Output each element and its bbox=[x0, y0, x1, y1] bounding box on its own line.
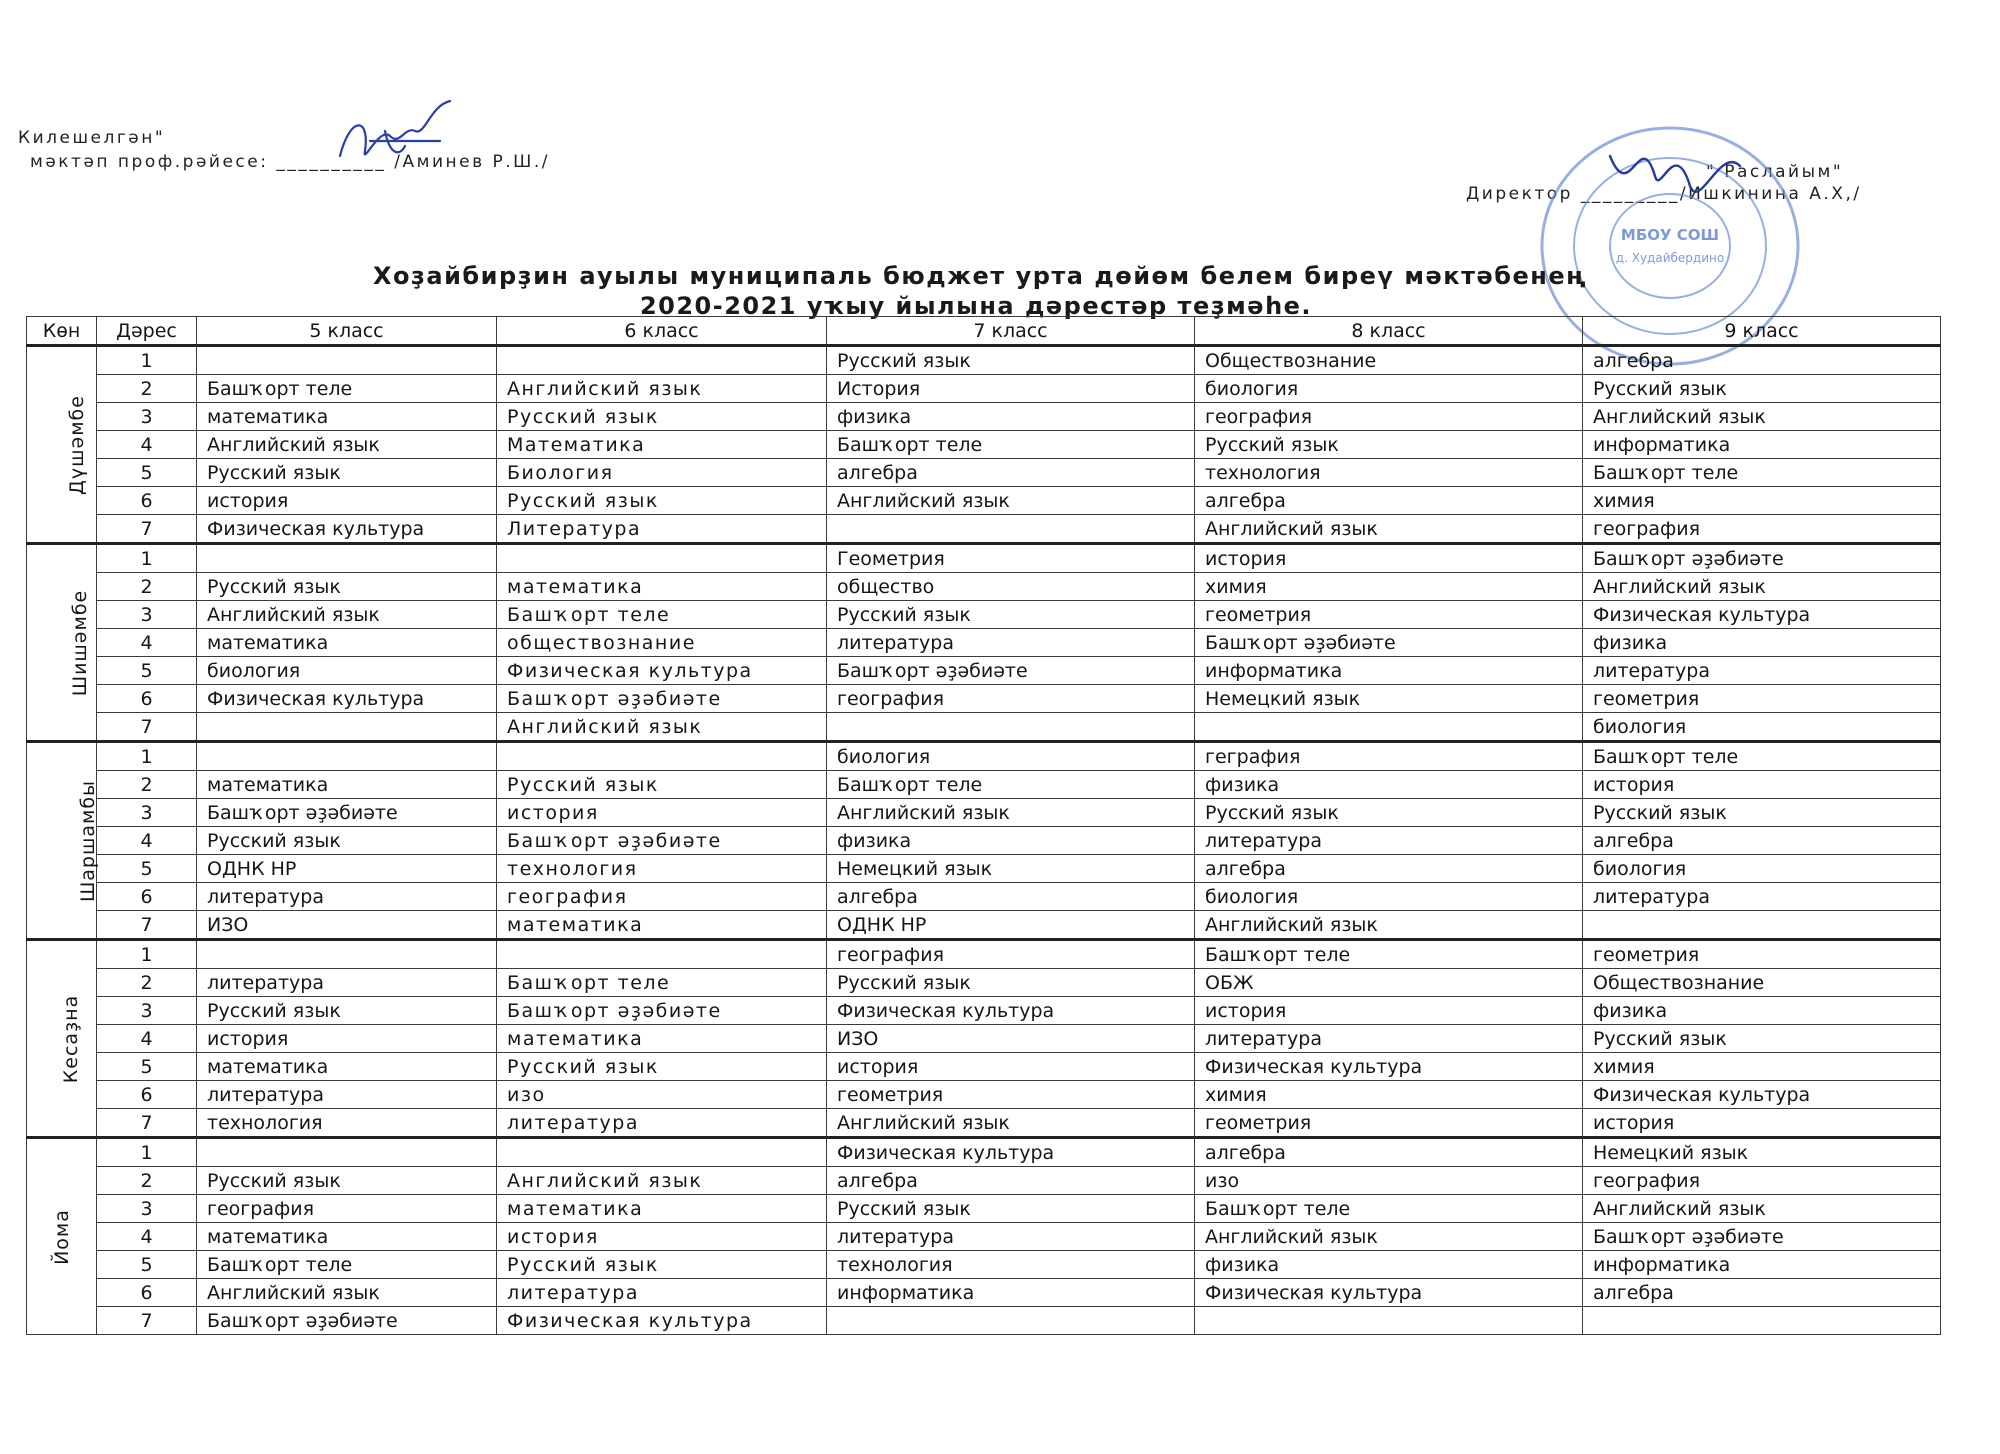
subject-cell-class-6: математика bbox=[497, 573, 827, 601]
table-row bbox=[27, 1109, 1941, 1138]
subject-cell-class-5 bbox=[197, 742, 497, 771]
subject-cell-class-8: Английский язык bbox=[1195, 515, 1583, 544]
lesson-number: 6 bbox=[97, 883, 197, 911]
subject-cell-class-8: Английский язык bbox=[1195, 1223, 1583, 1251]
subject-cell-class-5: Русский язык bbox=[197, 459, 497, 487]
stamp-village-text: д. Худайбердино bbox=[1615, 251, 1725, 265]
subject-cell-class-7 bbox=[827, 1307, 1195, 1335]
union-chair-line: мәктәп проф.рәйесе: __________ /Аминев Р.Ш./ bbox=[30, 152, 550, 172]
lesson-number: 2 bbox=[97, 1167, 197, 1195]
subject-cell-class-5: Физическая культура bbox=[197, 685, 497, 713]
table-row bbox=[27, 1223, 1941, 1251]
day-name: Шишәмбе bbox=[69, 589, 92, 696]
subject-cell-class-6: Русский язык bbox=[497, 403, 827, 431]
subject-cell-class-5: ОДНК НР bbox=[197, 855, 497, 883]
subject-cell-class-6: Башҡорт теле bbox=[497, 969, 827, 997]
subject-cell-class-8: литература bbox=[1195, 1025, 1583, 1053]
subject-cell-class-9: физика bbox=[1583, 997, 1941, 1025]
subject-cell-class-6: математика bbox=[497, 1195, 827, 1223]
lesson-number: 4 bbox=[97, 1025, 197, 1053]
subject-cell-class-5: Башҡорт теле bbox=[197, 375, 497, 403]
subject-cell-class-6: Физическая культура bbox=[497, 1307, 827, 1335]
subject-cell-class-7: Русский язык bbox=[827, 1195, 1195, 1223]
header-lesson: Дәрес bbox=[97, 317, 197, 346]
subject-cell-class-8: физика bbox=[1195, 1251, 1583, 1279]
subject-cell-class-7: алгебра bbox=[827, 459, 1195, 487]
table-row bbox=[27, 403, 1941, 431]
subject-cell-class-9: физика bbox=[1583, 629, 1941, 657]
lesson-number: 6 bbox=[97, 1081, 197, 1109]
subject-cell-class-7: география bbox=[827, 940, 1195, 969]
subject-cell-class-9: история bbox=[1583, 1109, 1941, 1138]
subject-cell-class-9: Башҡорт теле bbox=[1583, 459, 1941, 487]
subject-cell-class-5 bbox=[197, 346, 497, 375]
day-name: Кесаҙна bbox=[60, 994, 83, 1083]
subject-cell-class-5: Английский язык bbox=[197, 431, 497, 459]
subject-cell-class-9: информатика bbox=[1583, 1251, 1941, 1279]
table-row bbox=[27, 940, 1941, 969]
table-row bbox=[27, 601, 1941, 629]
header-class-5: 5 класс bbox=[197, 317, 497, 346]
subject-cell-class-5: литература bbox=[197, 1081, 497, 1109]
table-row bbox=[27, 742, 1941, 771]
subject-cell-class-6 bbox=[497, 742, 827, 771]
subject-cell-class-5: литература bbox=[197, 969, 497, 997]
subject-cell-class-7: информатика bbox=[827, 1279, 1195, 1307]
subject-cell-class-7: технология bbox=[827, 1251, 1195, 1279]
lesson-number: 7 bbox=[97, 713, 197, 742]
subject-cell-class-8: Башҡорт теле bbox=[1195, 940, 1583, 969]
subject-cell-class-8: литература bbox=[1195, 827, 1583, 855]
subject-cell-class-6: Башҡорт әҙәбиәте bbox=[497, 685, 827, 713]
subject-cell-class-6: Башҡорт теле bbox=[497, 601, 827, 629]
subject-cell-class-9: география bbox=[1583, 1167, 1941, 1195]
subject-cell-class-5: Башҡорт әҙәбиәте bbox=[197, 1307, 497, 1335]
subject-cell-class-8: технология bbox=[1195, 459, 1583, 487]
subject-cell-class-6: география bbox=[497, 883, 827, 911]
subject-cell-class-7: общество bbox=[827, 573, 1195, 601]
subject-cell-class-8: Башҡорт әҙәбиәте bbox=[1195, 629, 1583, 657]
document-title-line2: 2020-2021 уҡыу йылына дәрестәр теҙмәһе. bbox=[639, 292, 1313, 320]
subject-cell-class-5: Башҡорт теле bbox=[197, 1251, 497, 1279]
day-cell bbox=[27, 940, 97, 1138]
table-row bbox=[27, 487, 1941, 515]
subject-cell-class-7 bbox=[827, 515, 1195, 544]
union-chair-signature bbox=[330, 96, 460, 176]
table-row bbox=[27, 657, 1941, 685]
subject-cell-class-5: история bbox=[197, 1025, 497, 1053]
lesson-number: 1 bbox=[97, 544, 197, 573]
subject-cell-class-6: обществознание bbox=[497, 629, 827, 657]
subject-cell-class-6: Английский язык bbox=[497, 1167, 827, 1195]
subject-cell-class-8: геграфия bbox=[1195, 742, 1583, 771]
subject-cell-class-6: изо bbox=[497, 1081, 827, 1109]
subject-cell-class-7: Геометрия bbox=[827, 544, 1195, 573]
subject-cell-class-6: математика bbox=[497, 1025, 827, 1053]
subject-cell-class-6: Русский язык bbox=[497, 487, 827, 515]
day-name: Йома bbox=[50, 1208, 73, 1265]
subject-cell-class-9: химия bbox=[1583, 487, 1941, 515]
subject-cell-class-9: география bbox=[1583, 515, 1941, 544]
subject-cell-class-8: химия bbox=[1195, 1081, 1583, 1109]
subject-cell-class-8: история bbox=[1195, 544, 1583, 573]
subject-cell-class-9: Английский язык bbox=[1583, 1195, 1941, 1223]
subject-cell-class-6: Русский язык bbox=[497, 1053, 827, 1081]
subject-cell-class-9: алгебра bbox=[1583, 827, 1941, 855]
lesson-number: 3 bbox=[97, 1195, 197, 1223]
lesson-number: 7 bbox=[97, 1307, 197, 1335]
day-name: Шаршамбы bbox=[77, 779, 100, 902]
table-row bbox=[27, 1053, 1941, 1081]
lesson-number: 1 bbox=[97, 742, 197, 771]
table-row bbox=[27, 997, 1941, 1025]
subject-cell-class-7: Английский язык bbox=[827, 1109, 1195, 1138]
lesson-number: 3 bbox=[97, 997, 197, 1025]
subject-cell-class-9: Английский язык bbox=[1583, 573, 1941, 601]
subject-cell-class-6: Башҡорт әҙәбиәте bbox=[497, 997, 827, 1025]
lesson-number: 2 bbox=[97, 375, 197, 403]
subject-cell-class-6: Биология bbox=[497, 459, 827, 487]
subject-cell-class-9: химия bbox=[1583, 1053, 1941, 1081]
subject-cell-class-5: Русский язык bbox=[197, 997, 497, 1025]
subject-cell-class-9: биология bbox=[1583, 713, 1941, 742]
lesson-number: 5 bbox=[97, 1053, 197, 1081]
header-class-7: 7 класс bbox=[827, 317, 1195, 346]
subject-cell-class-5: биология bbox=[197, 657, 497, 685]
subject-cell-class-9: Башҡорт теле bbox=[1583, 742, 1941, 771]
table-row bbox=[27, 544, 1941, 573]
subject-cell-class-9: Русский язык bbox=[1583, 799, 1941, 827]
lesson-number: 7 bbox=[97, 515, 197, 544]
subject-cell-class-8: информатика bbox=[1195, 657, 1583, 685]
subject-cell-class-9: история bbox=[1583, 771, 1941, 799]
subject-cell-class-8: изо bbox=[1195, 1167, 1583, 1195]
table-row bbox=[27, 1195, 1941, 1223]
subject-cell-class-7: Башҡорт теле bbox=[827, 771, 1195, 799]
subject-cell-class-7: Немецкий язык bbox=[827, 855, 1195, 883]
table-row bbox=[27, 346, 1941, 375]
subject-cell-class-8: Физическая культура bbox=[1195, 1279, 1583, 1307]
day-name: Дүшәмбе bbox=[65, 394, 88, 495]
subject-cell-class-8 bbox=[1195, 713, 1583, 742]
table-row bbox=[27, 1081, 1941, 1109]
subject-cell-class-5: Русский язык bbox=[197, 573, 497, 601]
subject-cell-class-7: ОДНК НР bbox=[827, 911, 1195, 940]
subject-cell-class-5: математика bbox=[197, 629, 497, 657]
table-row bbox=[27, 515, 1941, 544]
table-row bbox=[27, 685, 1941, 713]
subject-cell-class-7: Английский язык bbox=[827, 487, 1195, 515]
subject-cell-class-8: история bbox=[1195, 997, 1583, 1025]
subject-cell-class-8: Немецкий язык bbox=[1195, 685, 1583, 713]
subject-cell-class-8: Английский язык bbox=[1195, 911, 1583, 940]
lesson-number: 4 bbox=[97, 431, 197, 459]
subject-cell-class-6: Башҡорт әҙәбиәте bbox=[497, 827, 827, 855]
lesson-number: 2 bbox=[97, 969, 197, 997]
subject-cell-class-6: математика bbox=[497, 911, 827, 940]
lesson-number: 5 bbox=[97, 657, 197, 685]
subject-cell-class-5: Английский язык bbox=[197, 601, 497, 629]
lesson-number: 3 bbox=[97, 799, 197, 827]
subject-cell-class-6: Русский язык bbox=[497, 771, 827, 799]
lesson-number: 7 bbox=[97, 1109, 197, 1138]
header-class-9: 9 класс bbox=[1583, 317, 1941, 346]
subject-cell-class-9: литература bbox=[1583, 657, 1941, 685]
table-header-row bbox=[27, 317, 1941, 346]
lesson-number: 1 bbox=[97, 940, 197, 969]
table-row bbox=[27, 375, 1941, 403]
subject-cell-class-5: Английский язык bbox=[197, 1279, 497, 1307]
subject-cell-class-8: Башҡорт теле bbox=[1195, 1195, 1583, 1223]
subject-cell-class-7: физика bbox=[827, 827, 1195, 855]
lesson-number: 5 bbox=[97, 1251, 197, 1279]
subject-cell-class-9: информатика bbox=[1583, 431, 1941, 459]
header-class-8: 8 класс bbox=[1195, 317, 1583, 346]
subject-cell-class-8: геометрия bbox=[1195, 1109, 1583, 1138]
subject-cell-class-9: биология bbox=[1583, 855, 1941, 883]
header-class-6: 6 класс bbox=[497, 317, 827, 346]
table-row bbox=[27, 827, 1941, 855]
subject-cell-class-7: История bbox=[827, 375, 1195, 403]
subject-cell-class-8: физика bbox=[1195, 771, 1583, 799]
table-row bbox=[27, 629, 1941, 657]
subject-cell-class-9: алгебра bbox=[1583, 346, 1941, 375]
lesson-number: 4 bbox=[97, 1223, 197, 1251]
day-cell bbox=[27, 346, 97, 544]
subject-cell-class-5 bbox=[197, 713, 497, 742]
table-row bbox=[27, 1167, 1941, 1195]
subject-cell-class-5: Русский язык bbox=[197, 827, 497, 855]
subject-cell-class-6: литература bbox=[497, 1279, 827, 1307]
subject-cell-class-8: геометрия bbox=[1195, 601, 1583, 629]
table-row bbox=[27, 969, 1941, 997]
subject-cell-class-7: Физическая культура bbox=[827, 997, 1195, 1025]
subject-cell-class-5 bbox=[197, 940, 497, 969]
stamp-center-text: МБОУ СОШ bbox=[1620, 226, 1720, 244]
subject-cell-class-9: Английский язык bbox=[1583, 403, 1941, 431]
lesson-number: 6 bbox=[97, 487, 197, 515]
subject-cell-class-6: литература bbox=[497, 1109, 827, 1138]
subject-cell-class-5: Физическая культура bbox=[197, 515, 497, 544]
subject-cell-class-6 bbox=[497, 544, 827, 573]
subject-cell-class-8: география bbox=[1195, 403, 1583, 431]
approval-label: Килешелгән" bbox=[18, 128, 166, 148]
lesson-number: 2 bbox=[97, 573, 197, 601]
lesson-number: 2 bbox=[97, 771, 197, 799]
subject-cell-class-5: ИЗО bbox=[197, 911, 497, 940]
confirm-label: " Раслайым" bbox=[1706, 162, 1844, 182]
subject-cell-class-9: геометрия bbox=[1583, 940, 1941, 969]
subject-cell-class-9: алгебра bbox=[1583, 1279, 1941, 1307]
subject-cell-class-6: Физическая культура bbox=[497, 657, 827, 685]
director-line: Директор _________/Ишкинина А.Х,/ bbox=[1466, 184, 1862, 204]
table-row bbox=[27, 799, 1941, 827]
subject-cell-class-8: ОБЖ bbox=[1195, 969, 1583, 997]
table-row bbox=[27, 713, 1941, 742]
lesson-number: 6 bbox=[97, 1279, 197, 1307]
subject-cell-class-5 bbox=[197, 544, 497, 573]
table-row bbox=[27, 431, 1941, 459]
subject-cell-class-8: биология bbox=[1195, 375, 1583, 403]
subject-cell-class-7: Башҡорт әҙәбиәте bbox=[827, 657, 1195, 685]
subject-cell-class-5: математика bbox=[197, 403, 497, 431]
subject-cell-class-5: математика bbox=[197, 1053, 497, 1081]
subject-cell-class-6: Английский язык bbox=[497, 375, 827, 403]
subject-cell-class-7: Русский язык bbox=[827, 346, 1195, 375]
subject-cell-class-8: алгебра bbox=[1195, 487, 1583, 515]
subject-cell-class-7 bbox=[827, 713, 1195, 742]
table-row bbox=[27, 1251, 1941, 1279]
subject-cell-class-8: Обществознание bbox=[1195, 346, 1583, 375]
subject-cell-class-6 bbox=[497, 346, 827, 375]
table-row bbox=[27, 883, 1941, 911]
subject-cell-class-6: история bbox=[497, 1223, 827, 1251]
subject-cell-class-5: технология bbox=[197, 1109, 497, 1138]
subject-cell-class-8: Физическая культура bbox=[1195, 1053, 1583, 1081]
lesson-number: 1 bbox=[97, 1138, 197, 1167]
subject-cell-class-7: Английский язык bbox=[827, 799, 1195, 827]
subject-cell-class-8: алгебра bbox=[1195, 1138, 1583, 1167]
subject-cell-class-6 bbox=[497, 1138, 827, 1167]
subject-cell-class-5: Русский язык bbox=[197, 1167, 497, 1195]
subject-cell-class-9: Русский язык bbox=[1583, 1025, 1941, 1053]
table-row bbox=[27, 1025, 1941, 1053]
subject-cell-class-9: Физическая культура bbox=[1583, 601, 1941, 629]
subject-cell-class-6: Русский язык bbox=[497, 1251, 827, 1279]
schedule-table bbox=[26, 316, 1941, 1335]
subject-cell-class-9: Физическая культура bbox=[1583, 1081, 1941, 1109]
subject-cell-class-9: геометрия bbox=[1583, 685, 1941, 713]
subject-cell-class-7: физика bbox=[827, 403, 1195, 431]
subject-cell-class-7: литература bbox=[827, 629, 1195, 657]
subject-cell-class-8: биология bbox=[1195, 883, 1583, 911]
table-row bbox=[27, 771, 1941, 799]
lesson-number: 4 bbox=[97, 827, 197, 855]
subject-cell-class-5 bbox=[197, 1138, 497, 1167]
subject-cell-class-7: Башҡорт теле bbox=[827, 431, 1195, 459]
subject-cell-class-7: ИЗО bbox=[827, 1025, 1195, 1053]
subject-cell-class-7: география bbox=[827, 685, 1195, 713]
subject-cell-class-7: биология bbox=[827, 742, 1195, 771]
lesson-number: 3 bbox=[97, 403, 197, 431]
subject-cell-class-8: Русский язык bbox=[1195, 799, 1583, 827]
lesson-number: 5 bbox=[97, 459, 197, 487]
subject-cell-class-5: математика bbox=[197, 771, 497, 799]
lesson-number: 5 bbox=[97, 855, 197, 883]
table-row bbox=[27, 1279, 1941, 1307]
subject-cell-class-9 bbox=[1583, 1307, 1941, 1335]
table-row bbox=[27, 573, 1941, 601]
subject-cell-class-5: география bbox=[197, 1195, 497, 1223]
header-day: Көн bbox=[27, 317, 97, 346]
subject-cell-class-8: алгебра bbox=[1195, 855, 1583, 883]
subject-cell-class-5: математика bbox=[197, 1223, 497, 1251]
subject-cell-class-9: Башҡорт әҙәбиәте bbox=[1583, 544, 1941, 573]
subject-cell-class-5: литература bbox=[197, 883, 497, 911]
day-cell bbox=[27, 544, 97, 742]
subject-cell-class-7: алгебра bbox=[827, 1167, 1195, 1195]
subject-cell-class-9: литература bbox=[1583, 883, 1941, 911]
subject-cell-class-8: химия bbox=[1195, 573, 1583, 601]
subject-cell-class-7: алгебра bbox=[827, 883, 1195, 911]
subject-cell-class-7: Русский язык bbox=[827, 601, 1195, 629]
table-row bbox=[27, 911, 1941, 940]
subject-cell-class-8 bbox=[1195, 1307, 1583, 1335]
subject-cell-class-6: Математика bbox=[497, 431, 827, 459]
day-cell bbox=[27, 1138, 97, 1335]
lesson-number: 6 bbox=[97, 685, 197, 713]
lesson-number: 4 bbox=[97, 629, 197, 657]
table-row bbox=[27, 459, 1941, 487]
subject-cell-class-6: Литература bbox=[497, 515, 827, 544]
table-row bbox=[27, 1307, 1941, 1335]
document-title-line1: Хоҙайбирҙин ауылы муниципаль бюджет урта дөйөм белем биреү мәктәбенең bbox=[372, 262, 1588, 290]
table-row bbox=[27, 1138, 1941, 1167]
table-row bbox=[27, 855, 1941, 883]
subject-cell-class-9: Русский язык bbox=[1583, 375, 1941, 403]
subject-cell-class-7: литература bbox=[827, 1223, 1195, 1251]
subject-cell-class-6: технология bbox=[497, 855, 827, 883]
day-cell bbox=[27, 742, 100, 940]
subject-cell-class-9: Башҡорт әҙәбиәте bbox=[1583, 1223, 1941, 1251]
subject-cell-class-6 bbox=[497, 940, 827, 969]
subject-cell-class-5: история bbox=[197, 487, 497, 515]
subject-cell-class-9 bbox=[1583, 911, 1941, 940]
subject-cell-class-9: Немецкий язык bbox=[1583, 1138, 1941, 1167]
subject-cell-class-6: Английский язык bbox=[497, 713, 827, 742]
lesson-number: 7 bbox=[97, 911, 197, 940]
schedule-body bbox=[27, 346, 1941, 1335]
subject-cell-class-7: геометрия bbox=[827, 1081, 1195, 1109]
subject-cell-class-8: Русский язык bbox=[1195, 431, 1583, 459]
subject-cell-class-7: Русский язык bbox=[827, 969, 1195, 997]
subject-cell-class-5: Башҡорт әҙәбиәте bbox=[197, 799, 497, 827]
lesson-number: 1 bbox=[97, 346, 197, 375]
subject-cell-class-7: Физическая культура bbox=[827, 1138, 1195, 1167]
subject-cell-class-6: история bbox=[497, 799, 827, 827]
lesson-number: 3 bbox=[97, 601, 197, 629]
subject-cell-class-7: история bbox=[827, 1053, 1195, 1081]
subject-cell-class-9: Обществознание bbox=[1583, 969, 1941, 997]
